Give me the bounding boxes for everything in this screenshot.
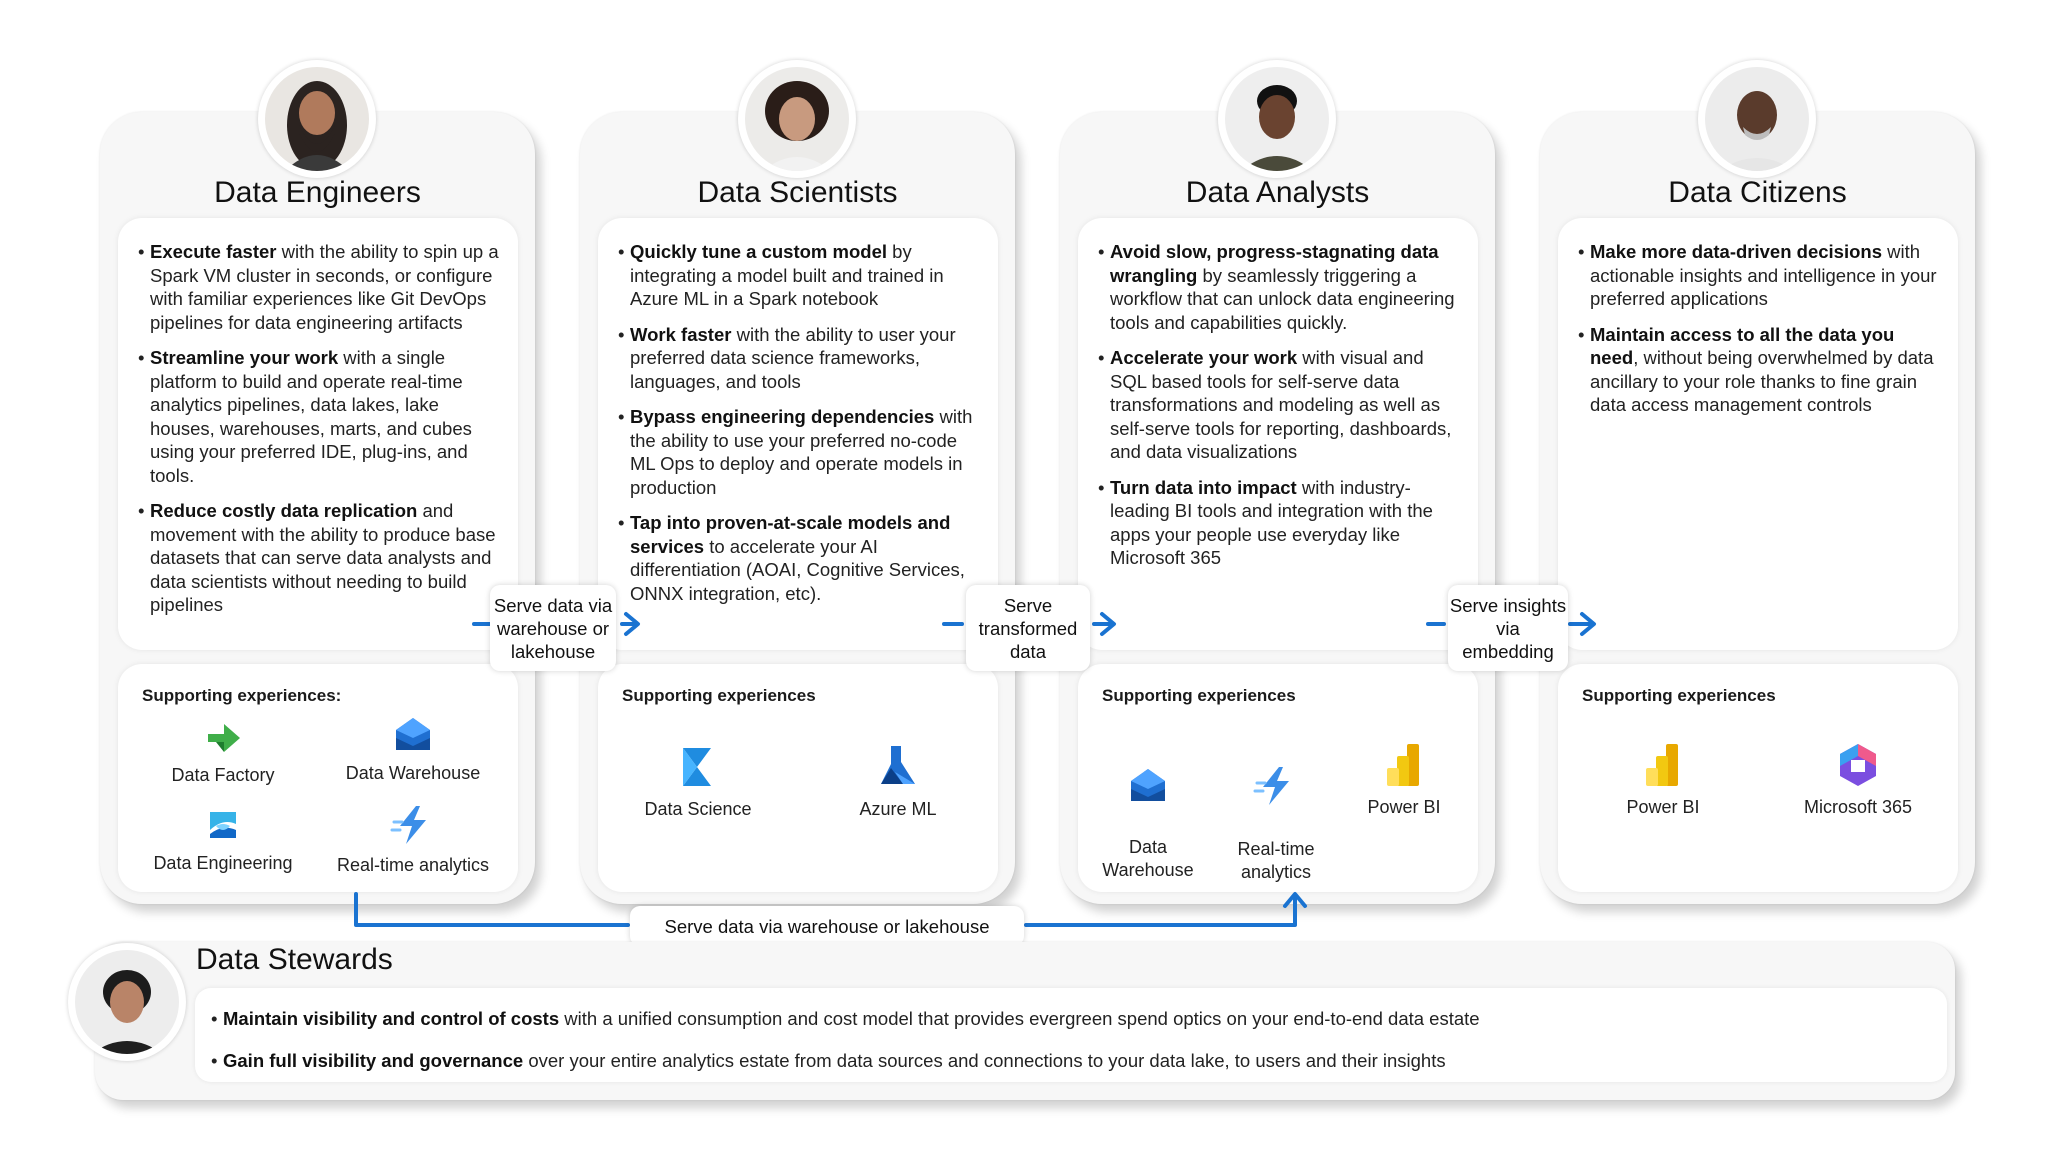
list-item: • Streamline your work with a single platform to build and operate real-time analytics pipelines, data lakes, lake houses, warehouses, marts, and cubes using your preferred IDE, plug-ins, and tools. bbox=[140, 346, 504, 487]
connector-serve-insights-embedding: Serve insights via embedding bbox=[1448, 585, 1568, 671]
avatar-photo-icon bbox=[75, 950, 179, 1054]
list-item: • Maintain access to all the data you need, without being overwhelmed by data ancillary to your role thanks to fine grain data access management controls bbox=[1580, 323, 1944, 417]
power-bi-icon bbox=[1640, 740, 1686, 790]
benefits-list bbox=[1580, 240, 1944, 429]
tool-realtime-analytics[interactable]: Real-time analytics bbox=[1216, 740, 1336, 884]
stewards-panel bbox=[195, 988, 1947, 1082]
data-warehouse-icon bbox=[392, 714, 434, 756]
tool-azure-ml[interactable]: Azure ML bbox=[808, 742, 988, 821]
list-item: • Maintain visibility and control of costs with a unified consumption and cost model that provides evergreen spend optics on your end-to-end data estate bbox=[213, 1004, 1480, 1034]
microsoft-365-icon bbox=[1833, 740, 1883, 790]
realtime-analytics-icon bbox=[1253, 763, 1299, 809]
tool-power-bi[interactable]: Power BI bbox=[1344, 740, 1464, 819]
benefits-panel bbox=[1558, 218, 1958, 650]
tool-microsoft-365[interactable]: Microsoft 365 bbox=[1768, 740, 1948, 819]
connector-bottom-serve-warehouse-lakehouse: Serve data via warehouse or lakehouse bbox=[630, 906, 1024, 946]
supporting-panel bbox=[1558, 664, 1958, 892]
avatar bbox=[1218, 60, 1336, 178]
data-factory-icon bbox=[202, 716, 244, 758]
avatar-photo-icon bbox=[745, 67, 849, 171]
supporting-title: Supporting experiences bbox=[1582, 686, 1776, 705]
azure-ml-icon bbox=[873, 742, 923, 792]
persona-card-data-analysts bbox=[1060, 112, 1495, 904]
avatar bbox=[1698, 60, 1816, 178]
tool-realtime-analytics[interactable]: Real-time analytics bbox=[328, 802, 498, 877]
persona-title: Data Engineers bbox=[214, 176, 421, 209]
tool-power-bi[interactable]: Power BI bbox=[1578, 740, 1748, 819]
realtime-analytics-icon bbox=[390, 802, 436, 848]
benefits-list bbox=[140, 240, 504, 629]
tool-data-science[interactable]: Data Science bbox=[608, 742, 788, 821]
supporting-panel bbox=[1078, 664, 1478, 892]
data-warehouse-icon bbox=[1127, 765, 1169, 807]
list-item: • Execute faster with the ability to spin up a Spark VM cluster in seconds, or configure with familiar experiences like Git DevOps pipelines for data engineering artifacts bbox=[140, 240, 504, 334]
benefits-panel bbox=[118, 218, 518, 650]
connector-serve-transformed-data: Serve transformed data bbox=[966, 585, 1090, 671]
list-item: • Reduce costly data replication and movement with the ability to produce base datasets that can serve data analysts and data scientists without needing to build pipelines bbox=[140, 499, 504, 617]
tool-data-factory[interactable]: Data Factory bbox=[138, 716, 308, 787]
supporting-title: Supporting experiences bbox=[622, 686, 816, 705]
supporting-panel bbox=[118, 664, 518, 892]
tool-data-warehouse[interactable]: Data Warehouse bbox=[1088, 742, 1208, 882]
stewards-list bbox=[213, 1004, 1480, 1076]
supporting-title: Supporting experiences bbox=[1102, 686, 1296, 705]
persona-title: Data Scientists bbox=[697, 176, 898, 209]
connector-serve-warehouse-lakehouse: Serve data via warehouse or lakehouse bbox=[490, 585, 616, 671]
persona-card-data-engineers bbox=[100, 112, 535, 904]
data-engineering-icon bbox=[202, 804, 244, 846]
list-item: • Quickly tune a custom model by integrating a model built and trained in Azure ML in a Spark notebook bbox=[620, 240, 984, 311]
stewards-title: Data Stewards bbox=[196, 943, 393, 976]
list-item: • Avoid slow, progress-stagnating data wrangling by seamlessly triggering a workflow that can unlock data engineering tools and capabilities quickly. bbox=[1100, 240, 1464, 334]
tool-data-warehouse[interactable]: Data Warehouse bbox=[328, 714, 498, 785]
list-item: • Work faster with the ability to user your preferred data science frameworks, languages, and tools bbox=[620, 323, 984, 394]
persona-card-data-scientists bbox=[580, 112, 1015, 904]
supporting-panel bbox=[598, 664, 998, 892]
data-science-icon bbox=[673, 742, 723, 792]
list-item: • Accelerate your work with visual and SQL based tools for self-serve data transformations and modeling as well as self-serve tools for reporting, dashboards, and data visualizations bbox=[1100, 346, 1464, 464]
persona-card-data-citizens bbox=[1540, 112, 1975, 904]
list-item: • Turn data into impact with industry-leading BI tools and integration with the apps your people use everyday like Microsoft 365 bbox=[1100, 476, 1464, 570]
list-item: • Tap into proven-at-scale models and services to accelerate your AI differentiation (AOAI, Cognitive Services, ONNX integration, etc). bbox=[620, 511, 984, 605]
avatar bbox=[68, 943, 186, 1061]
list-item: • Gain full visibility and governance over your entire analytics estate from data sources and connections to your data lake, to users and their insights bbox=[213, 1046, 1480, 1076]
avatar bbox=[258, 60, 376, 178]
power-bi-icon bbox=[1381, 740, 1427, 790]
avatar-photo-icon bbox=[265, 67, 369, 171]
benefits-list bbox=[620, 240, 984, 617]
tool-data-engineering[interactable]: Data Engineering bbox=[138, 804, 308, 875]
persona-title: Data Citizens bbox=[1668, 176, 1847, 209]
avatar-photo-icon bbox=[1225, 67, 1329, 171]
persona-title: Data Analysts bbox=[1185, 176, 1370, 209]
benefits-panel bbox=[1078, 218, 1478, 650]
list-item: • Bypass engineering dependencies with the ability to use your preferred no-code ML Ops to deploy and operate models in production bbox=[620, 405, 984, 499]
avatar bbox=[738, 60, 856, 178]
benefits-panel bbox=[598, 218, 998, 650]
list-item: • Make more data-driven decisions with actionable insights and intelligence in your preferred applications bbox=[1580, 240, 1944, 311]
benefits-list bbox=[1100, 240, 1464, 582]
supporting-title: Supporting experiences: bbox=[142, 686, 342, 705]
avatar-photo-icon bbox=[1705, 67, 1809, 171]
